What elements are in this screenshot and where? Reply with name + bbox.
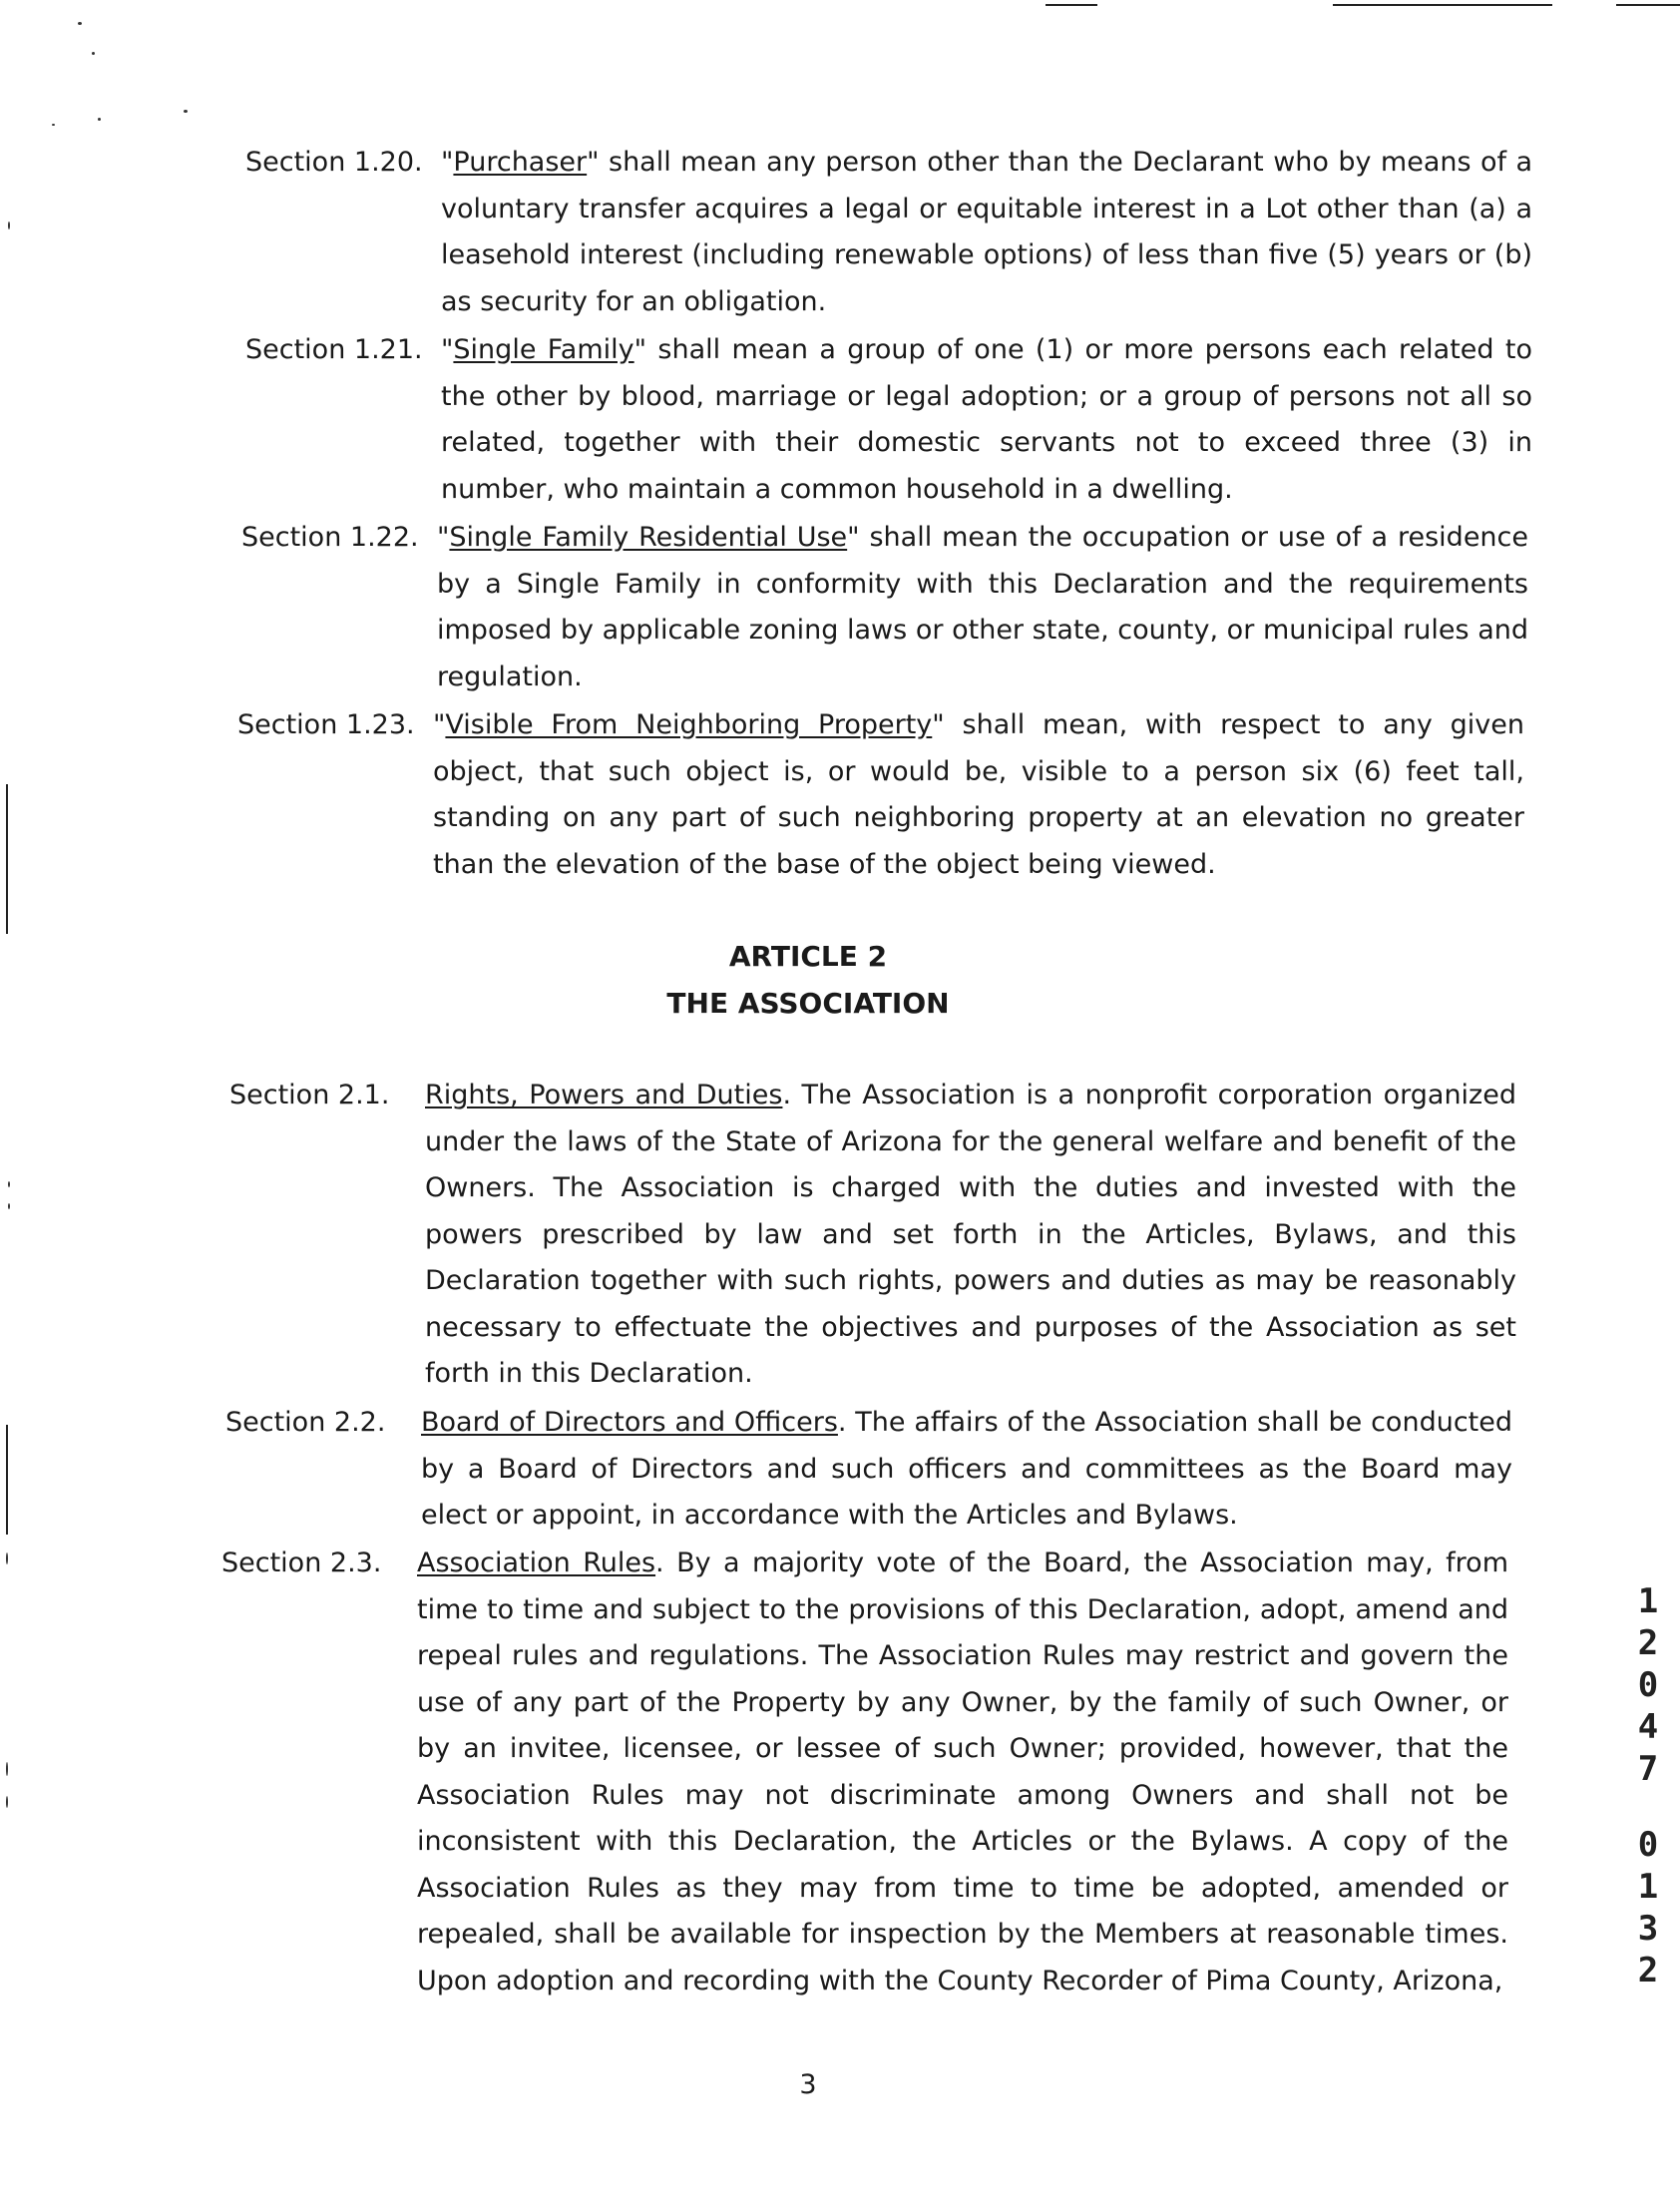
section-text: "Visible From Neighboring Property" shall mean, with respect to any given object, that such object is, or would be, visible to a person six (6) feet tall, standing on any part of such neighboring property at an elevation no greater than the elevation of the base of the object being viewed.	[433, 709, 1524, 880]
section-heading: Board of Directors and Officers	[421, 1407, 838, 1438]
page-number: 3	[799, 2069, 817, 2100]
scan-speck	[184, 110, 188, 113]
scan-mark-top	[1333, 4, 1552, 6]
scan-mark-left	[6, 1425, 8, 1535]
scan-speck	[6, 1552, 8, 1564]
stamp-digit: 2	[1637, 1951, 1659, 1990]
article-number: ARTICLE 2	[728, 940, 888, 973]
section-label: Section 2.2.	[225, 1407, 386, 1438]
stamp-digit: 1	[1637, 1867, 1659, 1907]
scan-speck	[6, 1796, 8, 1808]
defined-term: Purchaser	[453, 147, 588, 178]
stamp-digit: 7	[1637, 1749, 1659, 1789]
scan-mark-top	[1046, 4, 1097, 6]
section-heading: Association Rules	[417, 1547, 656, 1578]
scan-speck	[8, 1181, 10, 1187]
section-label: Section 1.23.	[237, 709, 415, 740]
scan-speck	[92, 52, 95, 55]
stamp-digit: 3	[1637, 1909, 1659, 1949]
stamp-gap	[1630, 1790, 1666, 1824]
section-label: Section 1.20.	[245, 147, 423, 178]
scan-speck	[8, 1203, 10, 1209]
section-text: Board of Directors and Officers. The affairs of the Association shall be conducted by a Board of Directors and such officers and committees as the Board may elect or appoint, in accordance with the Articles and Bylaws.	[421, 1407, 1512, 1531]
section-text: "Single Family" shall mean a group of one (1) or more persons each related to the other by blood, marriage or legal adoption; or a group of persons not all so related, together with their domestic servants not to exceed three (3) in number, who maintain a common household in a dwelling.	[441, 334, 1532, 505]
scan-speck	[98, 118, 101, 121]
scan-speck	[52, 124, 55, 126]
section-text: "Purchaser" shall mean any person other than the Declarant who by means of a voluntary transfer acquires a legal or equitable interest in a Lot other than (a) a leasehold interest (including renewable options) of less than five (5) years or (b) as security for an obligation.	[441, 147, 1532, 317]
article-title: THE ASSOCIATION	[666, 987, 950, 1020]
defined-term: Visible From Neighboring Property	[445, 709, 933, 740]
section-label: Section 1.21.	[245, 334, 423, 365]
scan-speck	[78, 22, 82, 25]
stamp-digit: 1	[1637, 1581, 1659, 1621]
section-text: "Single Family Residential Use" shall mean the occupation or use of a residence by a Single Family in conformity with this Declaration and the requirements imposed by applicable zoning laws or other state, county, or municipal rules and regulation.	[437, 522, 1528, 692]
section-label: Section 1.22.	[241, 522, 419, 553]
stamp-digit: 0	[1637, 1825, 1659, 1865]
stamp-digit: 4	[1637, 1707, 1659, 1747]
scan-mark-left	[6, 784, 8, 934]
section-heading: Rights, Powers and Duties	[425, 1080, 783, 1110]
scan-speck	[8, 221, 10, 229]
stamp-digit: 2	[1637, 1623, 1659, 1663]
defined-term: Single Family Residential Use	[449, 522, 848, 553]
section-label: Section 2.1.	[229, 1080, 390, 1110]
section-text: Rights, Powers and Duties. The Association is a nonprofit corporation organized under the laws of the State of Arizona for the general welfare and benefit of the Owners. The Association is charged with the duties and invested with the powers prescribed by law and set forth in the Articles, Bylaws, and this Declaration together with such rights, powers and duties as may be reasonably necessary to effectuate the objectives and purposes of the Association as set forth in this Declaration.	[425, 1080, 1516, 1389]
section-text: Association Rules. By a majority vote of the Board, the Association may, from time to time and subject to the provisions of this Declaration, adopt, amend and repeal rules and regulations. The Association Rules may restrict and govern the use of any part of the Property by any Owner, by the family of such Owner, or by an invitee, licensee, or lessee of such Owner; provided, however, that the Association Rules may not discriminate among Owners and shall not be inconsistent with this Declaration, the Articles or the Bylaws. A copy of the Association Rules as they may from time to time be adopted, amended or repealed, shall be available for inspection by the Members at reasonable times. Upon adoption and recording with the County Recorder of Pima County, Arizona,	[417, 1547, 1509, 1996]
stamp-digit: 0	[1637, 1665, 1659, 1705]
section-label: Section 2.3.	[221, 1547, 382, 1578]
scan-mark-top	[1616, 4, 1680, 6]
scan-speck	[6, 1762, 8, 1776]
defined-term: Single Family	[453, 334, 634, 365]
recording-stamp	[1630, 1580, 1666, 1991]
